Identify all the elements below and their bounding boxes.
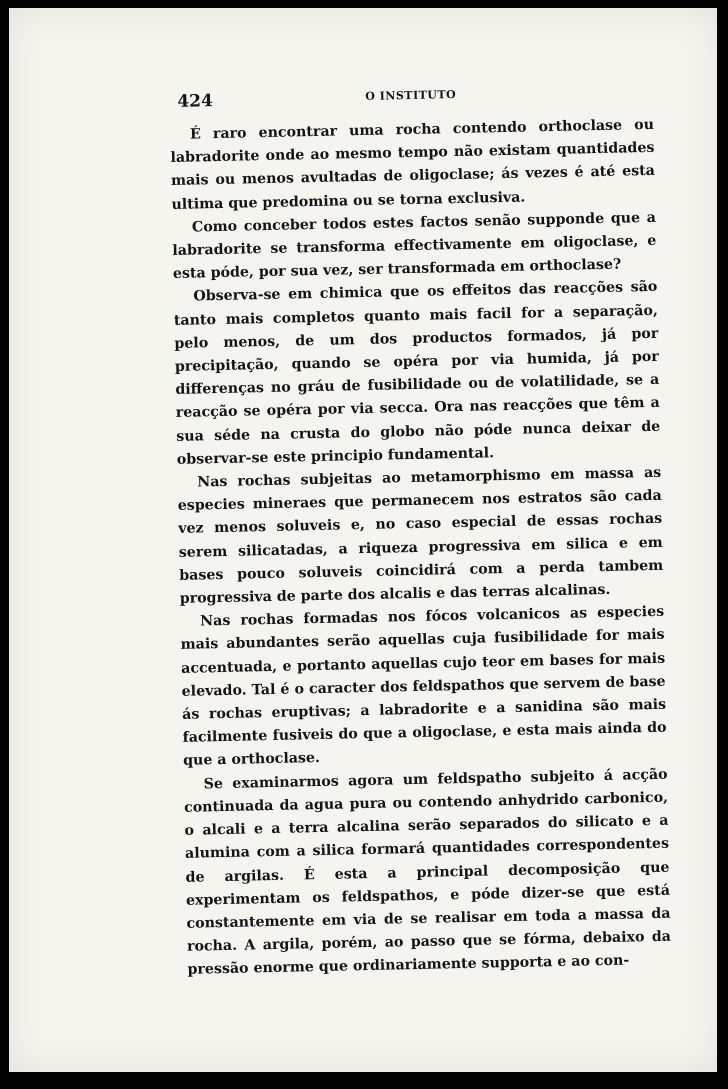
paragraph-5: Nas rochas formadas nos fócos volcanicos as especies mais abundantes serão aquellas cuja fusibilidade for mais accentuada, e portanto aquellas cujo teor em bases for mais elevado. Tal é o caracter dos feldspathos que servem de base ás rochas eruptivas; a labradorite e a sanidina são mais facilmente fusiveis do que a oligoclase, e esta mais ainda do que a orthoclase. bbox=[180, 604, 667, 770]
paragraph-1: É raro encontrar uma rocha contendo orthoclase ou labradorite onde ao mesmo tempo não existam quantidades mais ou menos avultadas de oligoclase; ás vezes é até esta ultima que predomina ou se torna exclusiva. bbox=[170, 116, 656, 213]
scanned-page bbox=[9, 8, 717, 1072]
running-title: O INSTITUTO bbox=[365, 87, 457, 103]
paragraph-2: Como conceber todos estes factos senão supponde que a labradorite se transforma effectivamente em oligoclase, e esta póde, por sua vez, ser transformada em orthoclase? bbox=[172, 209, 657, 283]
page-text-block bbox=[169, 76, 672, 982]
paragraph-3: Observa-se em chimica que os effeitos das reacções são tanto mais completos quanto mais facil for a separação, pelo menos, de um dos productos formados, já por precipitação, quando se opéra por via humida, já por differenças no gráu de fusibilidade ou de volatilidade, se a reacção se opéra por via secca. Ora nas reacções que têm a sua séde na crusta do globo não póde nunca deixar de observar-se este principio fundamental. bbox=[173, 279, 661, 468]
paragraph-4: Nas rochas subjeitas ao metamorphismo em massa as especies mineraes que permanecem nos estratos são cada vez menos soluveis e, no caso especial de essas rochas serem silicatadas, a riqueza progressiva em silica e em bases pouco soluveis coincidirá com a perda tambem progressiva de parte dos alcalis e das terras alcalinas. bbox=[177, 464, 664, 607]
page-header bbox=[169, 76, 653, 112]
paragraph-6: Se examinarmos agora um feldspatho subjeito á acção continuada da agua pura ou contendo anhydrido carbonico, o alcali e a terra alcalina serão separados do silicato e a alumina com a silica formará quantidades correspondentes de argilas. É esta a principal decomposição que experimentam os feldspathos, e póde dizer-se que está constantemente em via de se realisar em toda a massa da rocha. A argila, porém, ao passo que se fórma, debaixo da pressão enorme que ordinariamente supporta e ao con- bbox=[183, 766, 672, 979]
page-number: 424 bbox=[177, 91, 214, 112]
